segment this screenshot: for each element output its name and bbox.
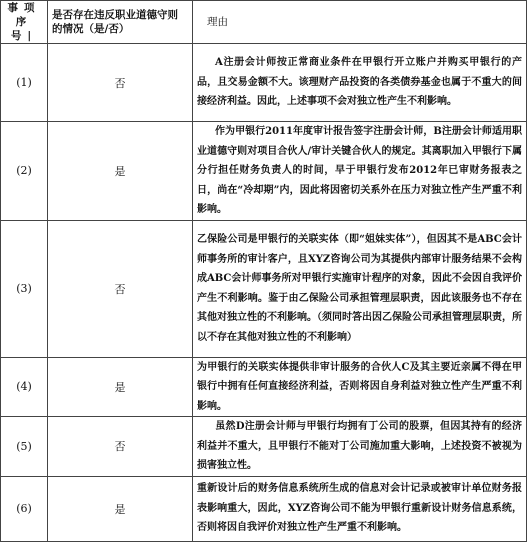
reason-cell	[193, 476, 527, 541]
item-number: (2)	[1, 122, 48, 221]
table-row	[1, 357, 527, 417]
item-number: (6)	[1, 476, 48, 541]
reason-text: A注册会计师按正常商业条件在甲银行开立账户并购买甲银行的产品，且交易金额不大。该理财产品投资的各类债券基金也属于不重大的间接经济利益。因此，上述事项不会对独立性产生不利影响。	[197, 57, 522, 108]
header-row	[1, 1, 527, 44]
table-row	[1, 476, 527, 541]
reason-cell	[193, 220, 527, 357]
header-item-no: 事项序号|	[1, 1, 48, 44]
violation-answer: 是	[48, 357, 193, 417]
item-number: (5)	[1, 417, 48, 477]
reason-cell	[193, 417, 527, 477]
header-violation: 是否存在违反职业道德守则的情况（是/否）	[48, 1, 193, 44]
item-number: (1)	[1, 44, 48, 122]
table-row	[1, 417, 527, 477]
violation-answer: 否	[48, 44, 193, 122]
reason-cell	[193, 44, 527, 122]
reason-text: 乙保险公司是甲银行的关联实体（即“姐妹实体”），但因其不是ABC会计师事务所的审计客户，且XYZ咨询公司为其提供内部审计服务结果不会构成ABC会计师事务所对甲银行实施审计程序的对象，因此不会因自我评价产生不利影响。鉴于由乙保险公司承担管理层职责，因此该服务也不存在其他对独立性的不利影响。（须同时答出因乙保险公司承担管理层职责，所以不存在其他对独立性的不利影响）	[197, 234, 522, 343]
item-number: (3)	[1, 220, 48, 357]
violation-answer: 否	[48, 220, 193, 357]
item-number: (4)	[1, 357, 48, 417]
reason-cell	[193, 122, 527, 221]
table-row	[1, 44, 527, 122]
reason-text: 重新设计后的财务信息系统所生成的信息对会计记录或被审计单位财务报表影响重大，因此，XYZ咨询公司不能为甲银行重新设计财务信息系统，否则将因自我评价对独立性产生严重不利影响。	[197, 483, 522, 534]
reason-cell	[193, 357, 527, 417]
header-reason: 理由	[193, 1, 527, 44]
table-row	[1, 122, 527, 221]
violation-answer: 是	[48, 476, 193, 541]
violation-answer: 否	[48, 417, 193, 477]
reason-text: 为甲银行的关联实体提供非审计服务的合伙人C及其主要近亲属不得在甲银行中拥有任何直接经济利益，否则将因自身利益对独立性产生严重不利影响。	[197, 361, 522, 412]
table-row	[1, 220, 527, 357]
reason-text: 作为甲银行2011年度审计报告签字注册会计师，B注册会计师适用职业道德守则对项目合伙人/审计关键合伙人的规定。其离职加入甲银行下属分行担任财务负责人的时间，早于甲银行发布2012年已审财务报表之日，尚在“冷却期”内，因此将因密切关系外在压力对独立性产生严重不利影响。	[197, 126, 522, 215]
reason-text: 虽然D注册会计师与甲银行均拥有丁公司的股票，但因其持有的经济利益并不重大，且甲银行不能对丁公司施加重大影响，上述投资不被视为损害独立性。	[197, 421, 522, 471]
violation-answer: 是	[48, 122, 193, 221]
